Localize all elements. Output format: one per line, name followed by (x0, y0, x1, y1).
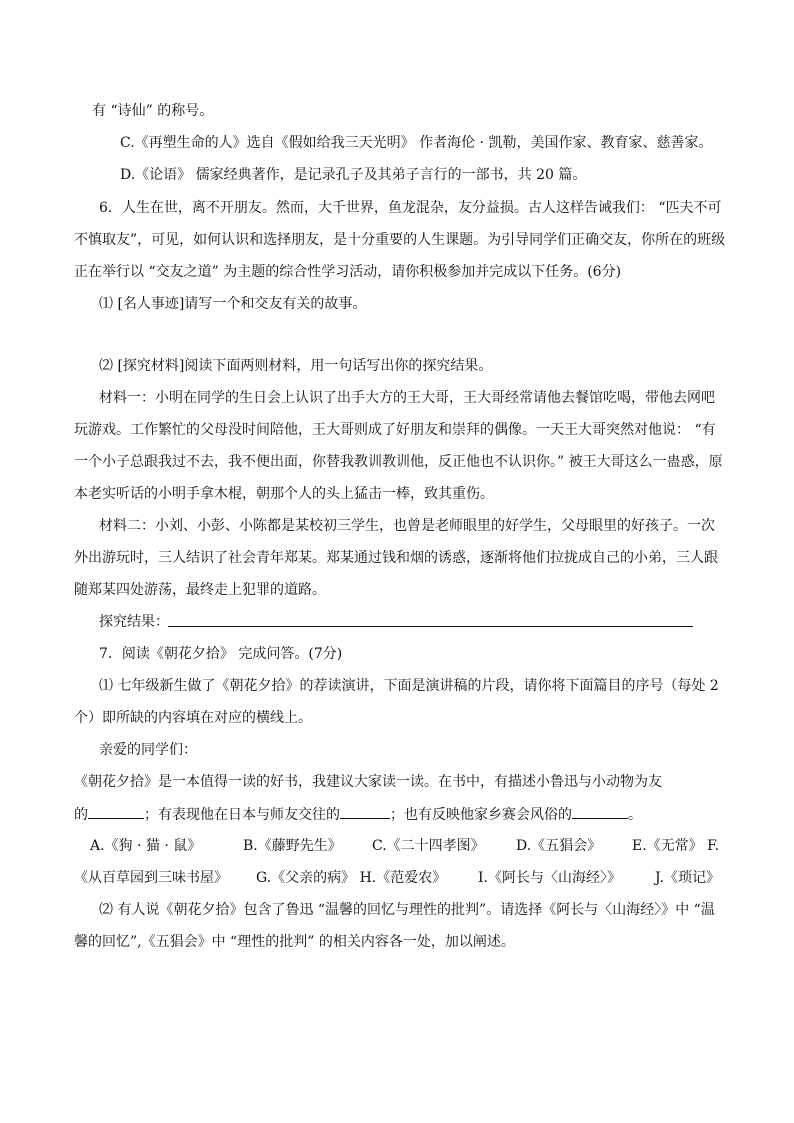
blank-field[interactable] (572, 804, 628, 819)
text-fragment: 。 (628, 807, 642, 823)
option-c: C.《再塑生命的人》选自《假如给我三天光明》 作者海伦 · 凯勒，美国作家、教育家、慈善家。 (120, 135, 713, 151)
fill-blank-line (74, 804, 642, 825)
material-2: 材料二：小刘、小彭、小陈都是某校初三学生，也曾是老师眼里的好学生，父母眼里的好孩子。一次 (99, 518, 715, 534)
option-e-f: E.《无常》 F. (632, 838, 720, 854)
text-line: 《朝花夕拾》是一本值得一读的好书，我建议大家读一读。在书中，有描述小鲁迅与小动物为友 (74, 774, 662, 790)
option-b: B.《藤野先生》 (243, 838, 342, 854)
option-g-h: G.《父亲的病》 H.《范爱农》 (256, 870, 447, 886)
text-fragment: ；也有反映他家乡赛会风俗的 (390, 807, 572, 823)
text-line: 玩游戏。工作繁忙的父母没时间陪他，王大哥则成了好朋友和崇拜的偶像。一天王大哥突然对他说： “有 (74, 422, 716, 438)
question-7: 7．阅读《朝花夕拾》 完成问答。(7分) (99, 646, 343, 662)
text-line: 馨的回忆”,《五猖会》中 “理性的批判” 的相关内容各一处，加以阐述。 (74, 934, 515, 950)
subquestion-1: ⑴ 七年级新生做了《朝花夕拾》的荐读演讲，下面是演讲稿的片段，请你将下面篇目的序号（每处 2 (99, 678, 719, 694)
text-fragment: ；有表现他在日本与师友交往的 (144, 807, 340, 823)
subquestion-2: ⑵ [探究材料]阅读下面两则材料，用一句话写出你的探究结果。 (99, 358, 493, 374)
material-1: 材料一：小明在同学的生日会上认识了出手大方的王大哥，王大哥经常请他去餐馆吃喝，带他去网吧 (99, 390, 715, 406)
text-fragment: 的 (74, 807, 88, 823)
text-line: 外出游玩时，三人结识了社会青年郑某。郑某通过钱和烟的诱惑，逐渐将他们拉拢成自己的小弟，三人跟 (74, 550, 718, 566)
text-line: 一个小子总跟我过不去，我不便出面，你替我教训教训他，反正他也不认识你。” 被王大哥这么一蛊惑，原 (74, 454, 723, 470)
option-i: I.《阿长与〈山海经〉》 (478, 870, 621, 886)
blank-field[interactable] (340, 804, 390, 819)
text-line: 正在举行以 “交友之道” 为主题的综合性学习活动，请你积极参加并完成以下任务。(6分) (74, 264, 622, 280)
option-a: A.《狗 · 猫 · 鼠》 (90, 838, 202, 854)
text-line: 本老实听话的小明手拿木棍，朝那个人的头上猛击一棒，致其重伤。 (74, 486, 494, 502)
option-f: 《从百草园到三味书屋》 (74, 870, 228, 886)
text-line: 随郑某四处游荡，最终走上犯罪的道路。 (74, 582, 326, 598)
option-c: C.《二十四孝图》 (372, 838, 485, 854)
option-j: J.《琐记》 (655, 870, 720, 886)
subquestion-1: ⑴ [名人事迹]请写一个和交友有关的故事。 (99, 296, 367, 312)
subquestion-2: ⑵ 有人说《朝花夕拾》包含了鲁迅 “温馨的回忆与理性的批判”。请选择《阿长与〈山海经〉》中 “温 (99, 902, 715, 918)
option-d: D.《论语》 儒家经典著作，是记录孔子及其弟子言行的一部书，共 20 篇。 (120, 167, 587, 183)
text-line: 不慎取友”，可见，如何认识和选择朋友，是十分重要的人生课题。为引导同学们正确交友，你所在的班级 (74, 232, 726, 248)
question-6: 6．人生在世，离不开朋友。然而，大千世界，鱼龙混杂，友分益损。古人这样告诫我们： “匹夫不可 (99, 200, 722, 216)
option-d: D.《五猖会》 (516, 838, 602, 854)
blank-field[interactable] (88, 804, 144, 819)
answer-line[interactable] (168, 626, 693, 627)
text-line: 有 “诗仙” 的称号。 (92, 103, 214, 119)
result-label: 探究结果： (99, 614, 169, 630)
greeting: 亲爱的同学们： (99, 742, 197, 758)
text-line: 个）即所缺的内容填在对应的横线上。 (74, 710, 312, 726)
